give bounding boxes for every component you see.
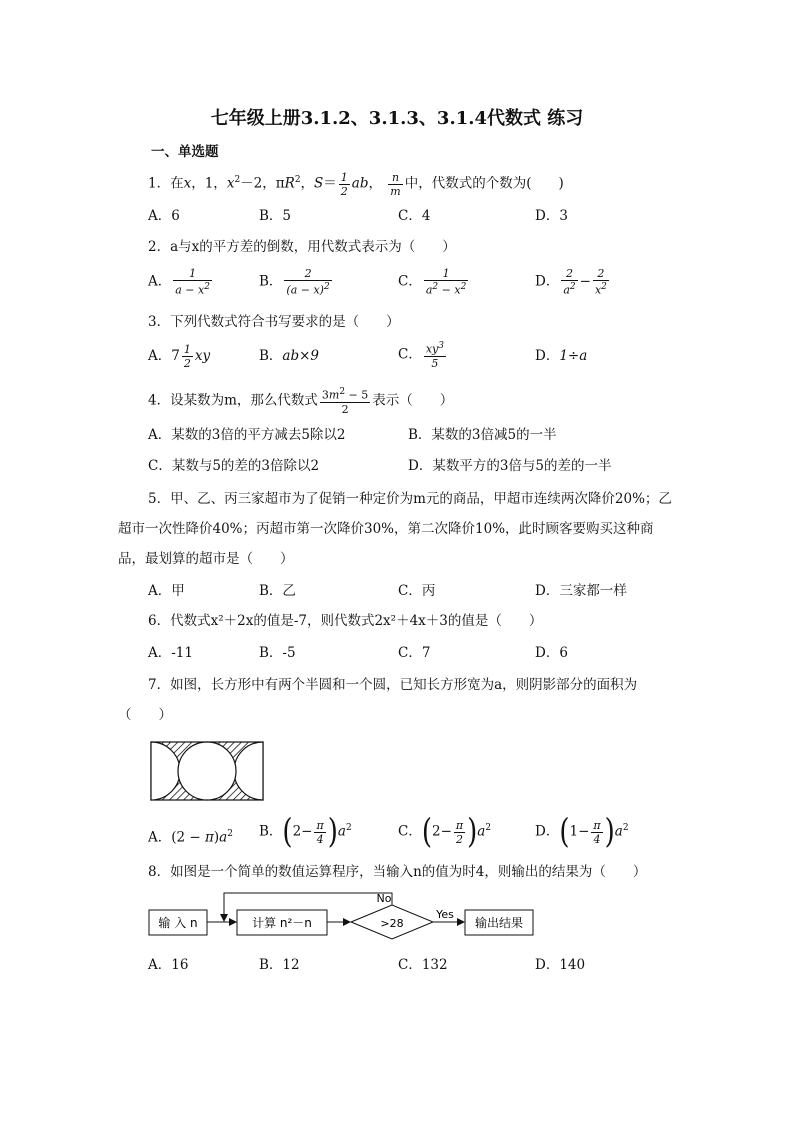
q2-label-c: C． [398, 273, 422, 290]
q7-option-b[interactable]: B．(2− $\frac{\pi}{4}$ )$a^2$ [259, 812, 352, 852]
q3-d-text: 1÷a [559, 348, 588, 364]
page-title: 七年级上册3.1.2、3.1.3、3.1.4代数式 练习 [210, 108, 584, 129]
q7-option-a[interactable]: A．$(2 - \pi)a^2$ [148, 829, 233, 846]
q1-prefix: 1．在 [148, 175, 184, 192]
question-4-stem: 4．设某数为m，那么代数式 $\frac{3m^2 - 5}{2}$ 表示（ ） [148, 387, 454, 416]
q6-option-a[interactable]: A．-11 [148, 645, 193, 661]
flow-yes-label: Yes [436, 908, 454, 921]
question-6-stem: 6．代数式x²＋2x的值是-7，则代数式2x²＋4x＋3的值是（ ） [148, 613, 543, 629]
q4-option-d[interactable]: D．某数平方的3倍与5的差的一半 [408, 458, 612, 474]
q3-option-d[interactable] [535, 346, 587, 366]
q8-option-d[interactable]: D．140 [535, 957, 586, 973]
flow-input-text: 输 入 n [158, 916, 198, 930]
flow-condition-text: >28 [380, 917, 404, 930]
q1-stem-end: 中，代数式的个数为( ) [404, 175, 564, 192]
q2-option-d[interactable]: D． $\frac{2}{a^2}$ − $\frac{2}{x^2}$ [535, 267, 607, 297]
q5-option-b[interactable]: B．乙 [259, 583, 296, 599]
q3-option-a[interactable]: A．7 $\frac{1}{2}$ xy [148, 343, 211, 370]
q8-option-a[interactable]: A．16 [148, 957, 189, 973]
flow-compute-text: 计算 n²－n [252, 916, 312, 930]
q7-option-c[interactable]: C．(2− $\frac{\pi}{2}$ )$a^2$ [398, 812, 492, 852]
q2-label-b: B． [259, 273, 283, 290]
q7-label-c: C． [398, 823, 422, 840]
q2-option-b[interactable]: B． $\frac{2}{(a - x)^2}$ [259, 267, 330, 297]
q5-option-a[interactable]: A．甲 [148, 583, 185, 599]
section-heading: 一、单选题 [151, 144, 219, 160]
q6-option-d[interactable]: D．6 [535, 645, 568, 661]
question-2-stem: 2．a与x的平方差的倒数，用代数式表示为（ ） [148, 239, 456, 255]
q3-label-d: D． [535, 348, 560, 364]
q6-option-c[interactable]: C．7 [398, 645, 431, 661]
q3-label-a: A． [148, 348, 172, 364]
q3-b-text: ab×9 [282, 348, 320, 364]
q3-label-c: C． [398, 346, 422, 363]
q1-option-b[interactable]: B．5 [259, 208, 292, 224]
q6-option-b[interactable]: B．-5 [259, 645, 296, 661]
q2-option-c[interactable]: C． $\frac{1}{a^2 - x^2}$ [398, 267, 467, 297]
question-3-stem: 3．下列代数式符合书写要求的是（ ） [148, 314, 400, 330]
q4-stem-before: 4．设某数为m，那么代数式 [148, 392, 318, 409]
q8-option-b[interactable]: B．12 [259, 957, 300, 973]
question-7-stem: 7．如图，长方形中有两个半圆和一个圆，已知长方形宽为a，则阴影部分的面积为（ ） [118, 677, 638, 723]
flowchart [148, 890, 540, 945]
q4-option-c[interactable]: C．某数与5的差的3倍除以2 [148, 458, 320, 474]
q4-stem-after: 表示（ ） [372, 392, 454, 409]
q5-option-d[interactable]: D．三家都一样 [535, 583, 627, 599]
q2-option-a[interactable]: A． $\frac{1}{a - x^2}$ [148, 267, 210, 297]
q3-option-c[interactable]: C． $\frac{xy^3}{5}$ [398, 341, 444, 370]
q8-option-c[interactable]: C．132 [398, 957, 448, 973]
question-5-stem: 5．甲、乙、丙三家超市为了促销一种定价为m元的商品，甲超市连续两次降价20%；乙超市一次性降价40%；丙超市第一次降价30%，第二次降价10%，此时顾客要购买这种商品，最划算的超市是（ ） [118, 491, 672, 567]
q1-option-c[interactable]: C．4 [398, 208, 431, 224]
q2-label-d: D． [535, 273, 560, 290]
flow-output-text: 输出结果 [474, 916, 524, 930]
q3-label-b: B． [259, 348, 283, 364]
q2-label-a: A． [148, 273, 172, 290]
q3-option-b[interactable] [259, 346, 319, 366]
q7-label-b: B． [259, 823, 283, 840]
q5-option-c[interactable]: C．丙 [398, 583, 436, 599]
question-8-stem: 8．如图是一个简单的数值运算程序，当输入n的值为时4，则输出的结果为（ ） [148, 864, 647, 880]
q1-fraction-n-over-m: $\frac{n}{m}$ [390, 170, 401, 198]
q4-option-a[interactable]: A．某数的3倍的平方减去5除以2 [148, 427, 346, 443]
q7-option-d[interactable]: D．(1− $\frac{\pi}{4}$ )$a^2$ [535, 812, 629, 852]
rectangle-circles-figure [150, 741, 266, 801]
q4-option-b[interactable]: B．某数的3倍减5的一半 [408, 427, 557, 443]
flow-no-label: No [376, 892, 392, 905]
question-1-stem: 1．在x，1，$x^2-2$，$\pi R^2$，S＝ $\frac{1}{2}$ ab， $\frac{n}{m}$ 中，代数式的个数为( ) [148, 170, 564, 198]
q1-option-d[interactable]: D．3 [535, 208, 568, 224]
q7-label-a: A． [148, 829, 172, 846]
q1-option-a[interactable]: A．6 [148, 208, 180, 224]
q1-fraction-half: $\frac{1}{2}$ [340, 170, 348, 198]
q7-label-d: D． [535, 823, 560, 840]
